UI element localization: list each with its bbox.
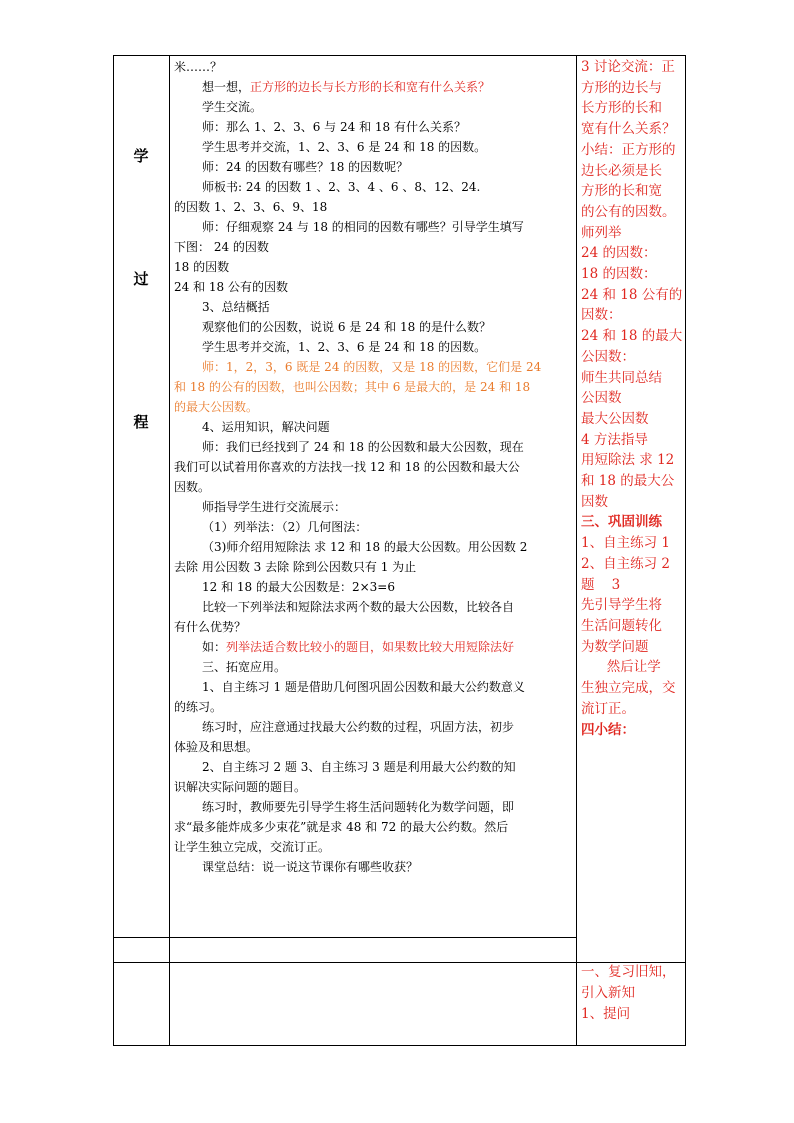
text-line [174,257,574,277]
text-line [174,637,574,657]
text-segment: 学生交流。 [202,100,263,114]
text-segment: 列举法适合数比较小的题目，如果数比较大用短除法好 [226,640,515,654]
text-segment: 练习时，应注意通过找最大公约数的过程，巩固方法，初步 [202,720,515,734]
text-line [174,697,574,717]
text-segment: 学生思考并交流，1、2、3、6 是 24 和 18 的因数。 [202,140,487,154]
text-line [174,137,574,157]
text-segment: 我们可以试着用你喜欢的方法找一找 12 和 18 的公因数和最大公 [174,460,520,474]
row-label-char-1: 学 [133,147,149,165]
teaching-notes-bottom [581,962,681,1025]
text-segment: 2、自主练习 2 题 3、自主练习 3 题是利用最大公约数的知 [202,760,516,774]
text-segment: 师板书: 24 的因数 1 、2、3、4 、6 、8、12、24. [202,180,481,194]
text-line [174,97,574,117]
text-line [174,357,574,377]
text-segment: 4、运用知识，解决问题 [202,420,330,434]
text-segment: 让学生独立完成，交流订正。 [174,840,331,854]
text-line [174,597,574,617]
note-line: 宽有什么关系？ [581,121,676,138]
text-segment: （1）列举法：（2）几何图法： [202,520,368,534]
text-line [174,577,574,597]
note-line: 边长必须是长 [581,162,662,179]
text-segment: 师：我们已经找到了 24 和 18 的公因数和最大公因数，现在 [202,440,524,454]
text-segment: 有什么优势？ [174,620,247,634]
lesson-process-text [174,57,574,877]
text-segment: 师指导学生进行交流展示： [202,500,347,514]
column-divider-notes [576,55,577,1046]
note-line: 师列举 [581,224,622,241]
text-line [174,237,574,257]
text-line [174,777,574,797]
text-segment: 学生思考并交流，1、2、3、6 是 24 和 18 的因数。 [202,340,487,354]
text-line [174,77,574,97]
note-line: 四小结： [581,721,635,738]
note-line: 一、复习旧知， [581,964,676,980]
note-line: 流订正。 [581,700,635,717]
note-line: 然后让学 [581,659,661,676]
text-segment: 识解决实际问题的题目。 [174,780,307,794]
text-segment: 师：24 的因数有哪些？18 的因数呢？ [202,160,409,174]
text-line [174,617,574,637]
text-segment: （3)师介绍用短除法 求 12 和 18 的最大公因数。用公因数 2 [202,540,528,554]
note-line: 24 和 18 的最大 [581,328,683,345]
note-line: 4 方法指导 [581,431,648,448]
text-line [174,177,574,197]
text-line [174,337,574,357]
text-line [174,737,574,757]
text-line [174,717,574,737]
text-line [174,837,574,857]
text-line [174,657,574,677]
note-line: 因数 [581,493,608,510]
text-segment: 的最大公因数。 [174,400,259,414]
text-segment: 师：仔细观察 24 与 18 的相同的因数有哪些？引导学生填写 [202,220,524,234]
column-divider-label [169,55,170,1046]
note-line: 师生共同总结 [581,369,662,386]
text-line [174,857,574,877]
text-segment: 米……？ [174,60,223,74]
note-line: 1、提问 [581,1006,631,1022]
text-segment: 24 和 18 公有的因数 [174,280,288,294]
note-line: 题 3 [581,576,621,593]
text-line [174,157,574,177]
text-line [174,757,574,777]
note-line: 公因数： [581,348,635,365]
note-line: 方形的边长与 [581,79,662,96]
text-line [174,277,574,297]
text-segment: 课堂总结：说一说这节课你有哪些收获？ [202,860,419,874]
text-line [174,557,574,577]
note-line: 3 讨论交流：正 [581,59,675,75]
text-line [174,517,574,537]
teaching-notes [581,57,681,740]
text-segment: 的因数 1、2、3、6、9、18 [174,200,328,214]
note-line: 生独立完成，交 [581,680,676,697]
row-divider-inner [113,937,576,938]
text-line [174,477,574,497]
text-line [174,197,574,217]
text-line [174,797,574,817]
note-line: 24 和 18 公有的 [581,286,683,303]
text-line [174,497,574,517]
text-segment: 因数。 [174,480,211,494]
text-segment: 如： [202,640,227,654]
text-segment: 和 18 的公有的因数，也叫公因数；其中 6 是最大的，是 24 和 18 [174,380,531,394]
note-line: 公因数 [581,390,622,407]
note-line: 方形的长和宽 [581,183,662,200]
row-label-char-2: 过 [133,270,149,288]
note-line: 最大公因数 [581,410,649,427]
text-segment: 下图： 24 的因数 [174,240,269,254]
note-line: 长方形的长和 [581,100,662,117]
text-line [174,377,574,397]
text-line [174,417,574,437]
table-border-right [685,55,686,1046]
text-segment: 观察他们的公因数，说说 6 是 24 和 18 的是什么数？ [202,320,492,334]
text-line [174,217,574,237]
text-segment: 三、拓宽应用。 [202,660,287,674]
note-line: 因数： [581,307,622,324]
note-line: 1、自主练习 1 [581,535,670,552]
note-line: 小结：正方形的 [581,141,676,158]
table-border-left [113,55,114,1046]
text-line [174,457,574,477]
row-label-char-3: 程 [133,413,149,431]
table-border-bottom [113,1045,686,1046]
text-segment: 师：那么 1、2、3、6 与 24 和 18 有什么关系？ [202,120,466,134]
text-line [174,677,574,697]
text-segment: 3、总结概括 [202,300,270,314]
text-line [174,537,574,557]
text-segment: 18 的因数 [174,260,230,274]
text-segment: 求“最多能炸成多少束花”就是求 48 和 72 的最大公约数。然后 [174,820,509,834]
note-line: 用短除法 求 12 [581,452,675,469]
note-line: 24 的因数： [581,245,657,262]
text-line [174,317,574,337]
text-line [174,397,574,417]
text-line [174,437,574,457]
text-line [174,297,574,317]
note-line: 生活问题转化 [581,617,662,634]
text-segment: 12 和 18 的最大公因数是：2×3=6 [202,580,395,594]
note-line: 先引导学生将 [581,597,662,614]
text-line [174,817,574,837]
text-segment: 练习时，教师要先引导学生将生活问题转化为数学问题，即 [202,800,515,814]
text-segment: 的练习。 [174,700,223,714]
text-segment: 体验及和思想。 [174,740,259,754]
note-line: 的公有的因数。 [581,203,676,220]
text-segment: 去除 用公因数 3 去除 除到公因数只有 1 为止 [174,560,417,574]
text-segment: 比较一下列举法和短除法求两个数的最大公因数，比较各自 [202,600,515,614]
text-line [174,57,574,77]
note-line: 引入新知 [581,985,635,1001]
text-segment: 想一想， [202,80,251,94]
text-segment: 正方形的边长与长方形的长和宽有什么关系？ [250,80,491,94]
text-segment: 1，2，3，6 既是 24 的因数，又是 18 的因数，它们是 24 [226,360,542,374]
text-line [174,117,574,137]
text-segment: 1、自主练习 1 题是借助几何图巩固公因数和最大公约数意义 [202,680,525,694]
text-segment: 师： [202,360,227,374]
note-line: 2、自主练习 2 [581,555,670,572]
table-border-top [113,55,686,56]
note-line: 为数学问题 [581,638,649,655]
note-line: 18 的因数： [581,266,657,283]
note-line: 和 18 的最大公 [581,473,675,490]
note-line: 三、巩固训练 [581,514,662,531]
